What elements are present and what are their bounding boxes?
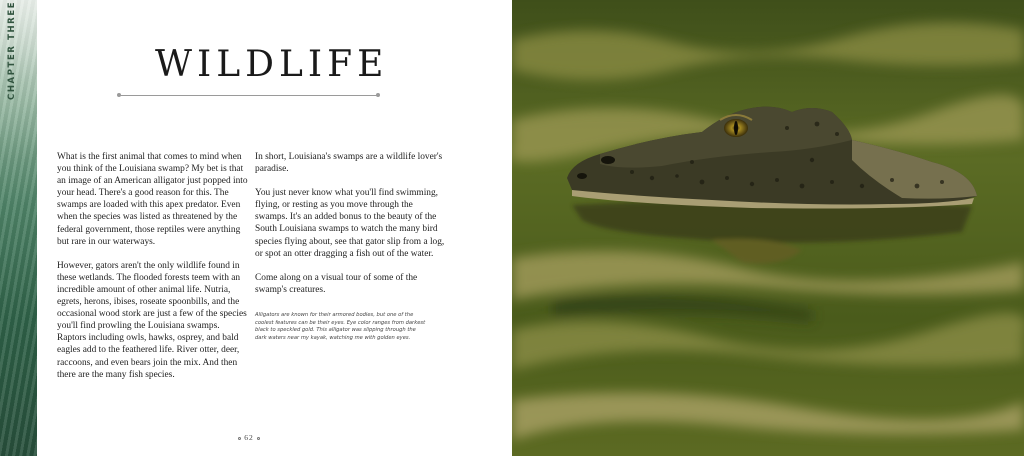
chapter-color-strip (0, 0, 37, 456)
left-page (37, 0, 512, 456)
folio-ornament (238, 437, 241, 440)
photo-caption: Alligators are known for their armored bodies, but one of the coolest features can be their eyes. Eye color ranges from darkest black to speckled gold. This alligator was slipping through the dark waters near my kayak, watching me with golden eyes. (255, 312, 426, 341)
alligator-photo-image (512, 0, 1024, 456)
paragraph: Come along on a visual tour of some of the swamp's creatures. (255, 272, 418, 295)
paragraph: In short, Louisiana's swamps are a wildlife lover's paradise. (255, 152, 443, 175)
title-divider (119, 95, 378, 96)
body-column-1 (57, 151, 249, 393)
paragraph: You just never know what you'll find swimming, flying, or resting as you move through the swamps. It's an added bonus to the beauty of the South Louisiana swamps to watch the many bird species flying about, see that gator slip from a log, or spot an otter dragging a fish out of the water. (255, 188, 445, 259)
folio-ornament (257, 437, 260, 440)
page-number (234, 433, 264, 442)
alligator-photo (512, 0, 1024, 456)
paragraph: What is the first animal that comes to mind when you think of the Louisiana swamp? My bet is that an image of an American alligator just popped into your head. There's a good reason for this. The swamps are loaded with this apex predator. Even when the species was listed as threatened by the federal government, those reptiles were anything but rare in our waterways. (57, 152, 248, 247)
chapter-label: CHAPTER THREE (7, 0, 17, 100)
page-title: WILDLIFE (155, 44, 389, 85)
body-column-2 (255, 151, 447, 308)
paragraph: However, gators aren't the only wildlife found in these wetlands. The flooded forests teem with an incredible amount of other animal life. Nutria, egrets, herons, ibises, roseate spoonbills, and the occasional wood stork are just a few of the species you'll find prowling the Louisiana swamps. Raptors including owls, hawks, osprey, and bald eagles add to the feathered life. River otter, deer, raccoons, and even bears join the mix. And then there are the many fish species. (57, 260, 247, 380)
page-number-text: 62 (244, 433, 254, 442)
